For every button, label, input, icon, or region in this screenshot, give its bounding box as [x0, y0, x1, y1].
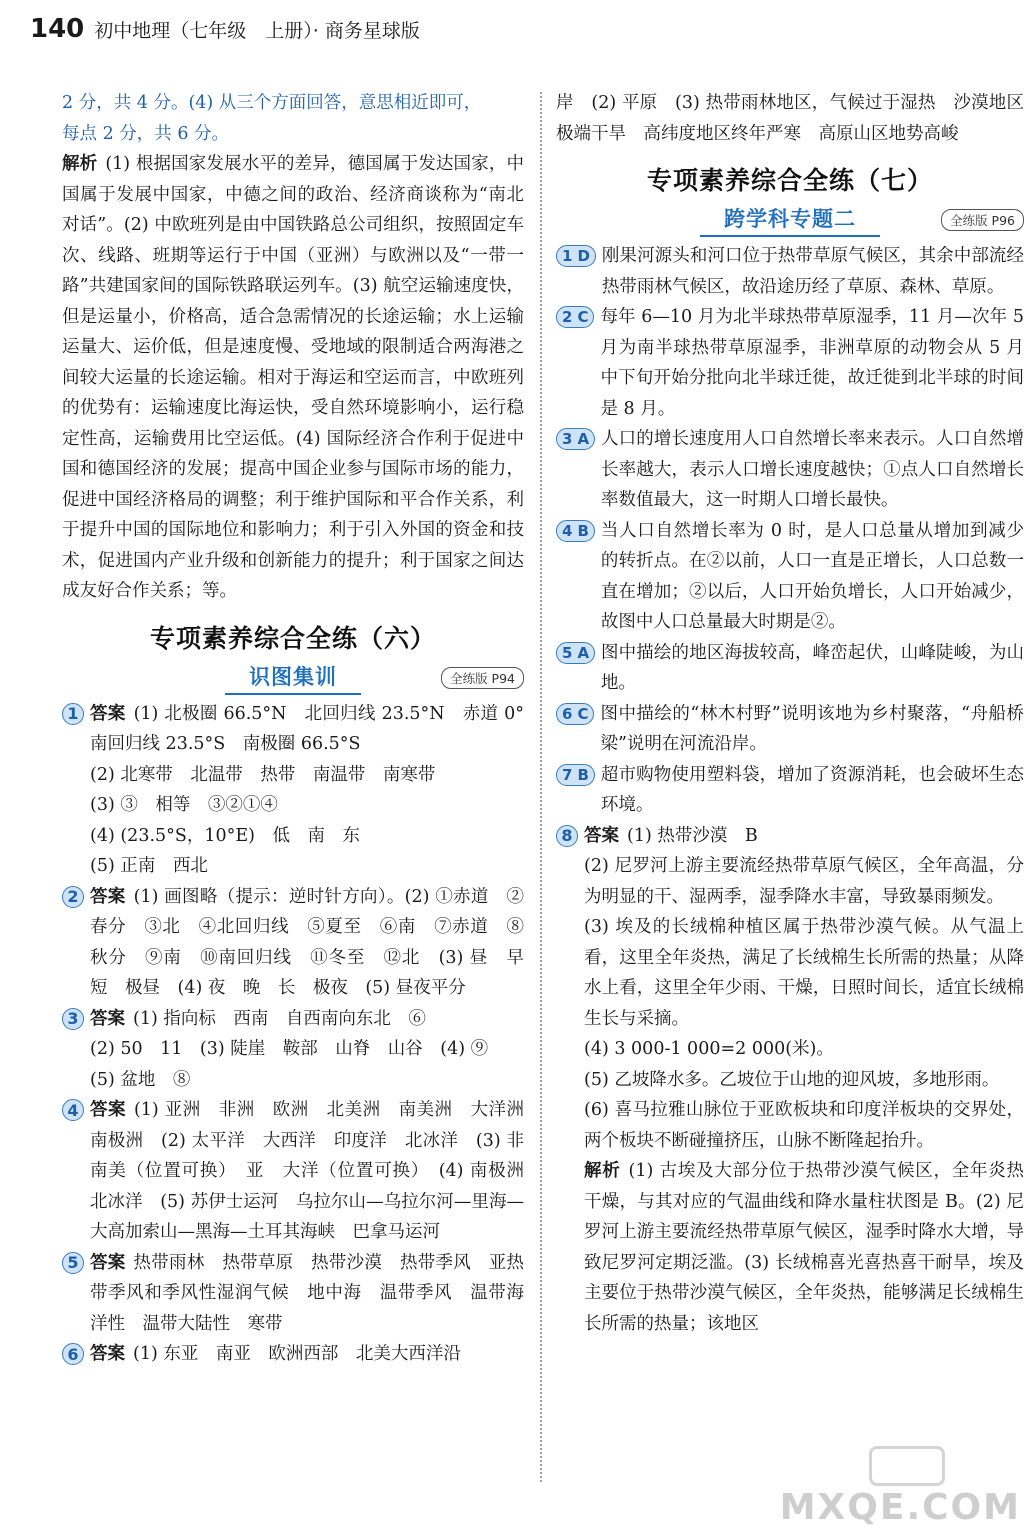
choice-item-7 [556, 760, 1024, 821]
question-number-badge: 7 B [556, 764, 595, 786]
choice-explanation: 当人口自然增长率为 0 时，是人口总量从增加到减少的转折点。在②以前，人口一直是正增长，人口总数一直在增加；②以后，人口开始负增长，人口开始减少，故图中人口总量最大时期是②。 [600, 520, 1024, 632]
choice-item-4 [556, 516, 1024, 638]
answer-line: (1) 指向标 西南 自西南向东北 ⑥ [133, 1008, 426, 1029]
page-ref-tag-7: 全练版 P96 [941, 209, 1024, 231]
answer-label: 答案 [90, 1100, 126, 1120]
question-number-badge: 5 [62, 1252, 84, 1274]
choice-item-1 [556, 241, 1024, 302]
choice-item-6 [556, 699, 1024, 760]
question-number-badge: 3 A [556, 428, 595, 450]
answer-label: 答案 [90, 1008, 125, 1029]
subsection-row-6 [62, 661, 524, 695]
subsection-row-7 [556, 203, 1024, 237]
answer-item-8 [556, 821, 1024, 1340]
book-title: 初中地理（七年级 上册）· 商务星球版 [94, 20, 420, 42]
answer-line: (2) 尼罗河上游主要流经热带草原气候区，全年高温，分为明显的干、湿两季，湿季降水丰富，导致暴雨频发。 [584, 856, 1024, 907]
answer-line: (6) 喜马拉雅山脉位于亚欧板块和印度洋板块的交界处，两个板块不断碰撞挤压，山脉不断隆起抬升。 [584, 1100, 1024, 1151]
subsection-title-7: 跨学科专题二 [700, 203, 880, 237]
watermark-badge [869, 1446, 945, 1486]
section-title-6: 专项素养综合全练（六） [149, 623, 436, 653]
answer-line: (3) 埃及的长绒棉种植区属于热带沙漠气候。从气温上看，这里全年炎热，满足了长绒棉生长所需的热量；从降水上看，这里全年少雨、干燥，日照时间长，适宜长绒棉生长与采摘。 [584, 917, 1024, 1029]
scoring-note-line-2: 每点 2 分，共 6 分。 [62, 123, 230, 144]
choice-explanation: 图中描绘的地区海拔较高，峰峦起伏，山峰陡峻，为山地。 [601, 642, 1024, 693]
answer-line: (1) 东亚 南亚 欧洲西部 北美大西洋沿 [133, 1344, 461, 1364]
question-number-badge: 6 [62, 1343, 84, 1365]
choice-item-5 [556, 638, 1024, 699]
choice-explanation: 刚果河源头和河口位于热带草原气候区，其余中部流经热带雨林气候区，故沿途历经了草原、森林、草原。 [601, 246, 1024, 297]
answer-line: (5) 盆地 ⑧ [90, 1069, 191, 1090]
answer-label: 答案 [90, 1252, 126, 1273]
answer-letter: C [577, 704, 589, 723]
answer-line: (4) 3 000-1 000=2 000(米)。 [584, 1039, 834, 1059]
answer-line: (5) 乙坡降水多。乙坡位于山地的迎风坡，多地形雨。 [584, 1069, 1000, 1090]
question-number-badge: 3 [62, 1008, 84, 1030]
scoring-note-line-1: 2 分，共 4 分。(4) 从三个方面回答，意思相近即可， [62, 93, 482, 113]
choice-explanation: 每年 6—10 月为北半球热带草原湿季，11 月—次年 5 月为南半球热带草原湿季，非洲草原的动物会从 5 月中下旬开始分批向北半球迁徙，故迁徙到北半球的时间是 8 月。 [600, 307, 1024, 419]
answer-label: 答案 [584, 825, 619, 846]
analysis-label: 解析 [584, 1161, 621, 1181]
section-title-7: 专项素养综合全练（七） [646, 166, 933, 195]
answer-line: 热带雨林 热带草原 热带沙漠 热带季风 亚热带季风和季风性湿润气候 地中海 温带季风 温带海洋性 温带大陆性 寒带 [90, 1252, 525, 1334]
answer-item-3 [62, 1004, 524, 1096]
answer-item-6 [62, 1339, 524, 1370]
answer-label: 答案 [90, 703, 126, 724]
question-number-badge: 5 A [556, 642, 595, 664]
answer-line: (2) 50 11 (3) 陡崖 鞍部 山脊 山谷 (4) ⑨ [90, 1039, 489, 1059]
choice-explanation: 超市购物使用塑料袋，增加了资源消耗，也会破坏生态环境。 [600, 764, 1024, 815]
answer-letter: B [577, 521, 589, 540]
analysis-label: 解析 [62, 154, 98, 174]
question-number-badge: 1 D [556, 245, 596, 267]
answer-item-4 [62, 1095, 542, 1248]
question-number-badge: 1 [62, 703, 84, 725]
page-number: 140 [30, 14, 85, 44]
analysis-text: (1) 根据国家发展水平的差异，德国属于发达国家，中国属于发展中国家，中德之间的政治、经济商谈称为“南北对话”。(2) 中欧班列是由中国铁路总公司组织，按照固定车次、线路、班期等运行于中国（亚洲）与欧洲以及“一带一路”共建国家间的国际铁路联运列车。(3) 航空运输速度快，但是运量小，价格高，适合急需情况的长途运输；水上运输运量大、运价低，但是速度慢、受地域的限制适合两海港之间较大运量的长途运输。相对于海运和空运而言，中欧班列的优势有：运输速度比海运快，受自然环境影响小，运行稳定性高，运输费用比空运低。(4) 国际经济合作利于促进中国和德国经济的发展；提高中国企业参与国际市场的能力，促进中国经济格局的调整；利于维护国际和平合作关系，利于提升中国的国际地位和影响力；利于引入外国的资金和技术，促进国内产业升级和创新能力的提升；利于国家之间达成友好合作关系；等。 [62, 154, 524, 601]
answer-letter: C [577, 308, 589, 326]
answer-line: (3) ③ 相等 ③②①④ [90, 795, 278, 815]
choice-item-3 [556, 424, 1024, 516]
answer-line: (2) 北寒带 北温带 热带 南温带 南寒带 [90, 764, 436, 785]
question-number-badge: 8 [556, 825, 578, 847]
continued-answer-text: 岸 (2) 平原 (3) 热带雨林地区，气候过于湿热 沙漠地区极端干旱 高纬度地区终年严寒 高原山区地势高峻 [556, 93, 1024, 144]
answer-item-5 [62, 1248, 524, 1340]
right-column [556, 88, 1024, 1339]
choice-explanation: 人口的增长速度用人口自然增长率来表示。人口自然增长率越大，表示人口增长速度越快；①点人口自然增长率数值最大，这一时期人口增长最快。 [601, 429, 1024, 510]
question-number-badge: 4 [62, 1099, 84, 1121]
answer-line: (1) 热带沙漠 B [627, 825, 758, 846]
choice-item-2 [556, 302, 1024, 424]
answer-line: (1) 画图略（提示：逆时针方向）。(2) ①赤道 ②春分 ③北 ④北回归线 ⑤夏至 ⑥南 ⑦赤道 ⑧秋分 ⑨南 ⑩南回归线 ⑪冬至 ⑫北 (3) 昼 早 短 极昼 (4) 夜 晚 长 极夜 (5) 昼夜平分 [90, 886, 542, 998]
question-number-badge: 2 [62, 886, 84, 908]
answer-letter: D [577, 247, 590, 265]
answer-letter: A [577, 643, 590, 662]
analysis-text: (1) 古埃及大部分位于热带沙漠气候区，全年炎热干燥，与其对应的气温曲线和降水量柱状图是 B。(2) 尼罗河上游主要流经热带草原气候区，湿季时降水大增，导致尼罗河定期泛滥。(3) 长绒棉喜光喜热喜干耐旱，埃及主要位于热带沙漠气候区，全年炎热，能够满足长绒棉生长所需的热量；该地区 [584, 1161, 1024, 1334]
answer-item-2 [62, 882, 542, 1004]
page-ref-tag-6: 全练版 P94 [441, 667, 524, 689]
column-divider [540, 92, 542, 1482]
answer-letter: A [577, 430, 590, 448]
question-number-badge: 2 C [556, 306, 594, 328]
question-number-badge: 6 C [556, 703, 594, 725]
subsection-title-6: 识图集训 [225, 661, 361, 695]
analysis-paragraph [62, 149, 524, 607]
answer-line: (5) 正南 西北 [90, 856, 208, 876]
answer-line: (4) (23.5°S，10°E) 低 南 东 [90, 825, 361, 846]
answer-label: 答案 [90, 886, 126, 907]
watermark-logo: MXQE.COM [779, 1487, 1021, 1528]
answer-label: 答案 [90, 1344, 125, 1364]
page-header [30, 14, 1010, 54]
answer-line: (1) 亚洲 非洲 欧洲 北美洲 南美洲 大洋洲 南极洲 (2) 太平洋 大西洋 印度洋 北冰洋 (3) 非 南美（位置可换） 亚 大洋（位置可换） (4) 南极洲 北冰洋 (5) 苏伊士运河 乌拉尔山—乌拉尔河—里海—大高加索山—黑海—土耳其海峡 巴拿马运河 [90, 1100, 542, 1242]
answer-item-1 [62, 699, 542, 882]
question-number-badge: 4 B [556, 520, 595, 542]
choice-explanation: 图中描绘的“林木村野”说明该地为乡村聚落，“舟船桥梁”说明在河流沿岸。 [600, 703, 1024, 754]
answer-line: (1) 北极圈 66.5°N 北回归线 23.5°N 赤道 0° 南回归线 23.5°S 南极圈 66.5°S [90, 703, 542, 754]
left-column [62, 88, 542, 1370]
answer-letter: B [577, 765, 589, 784]
